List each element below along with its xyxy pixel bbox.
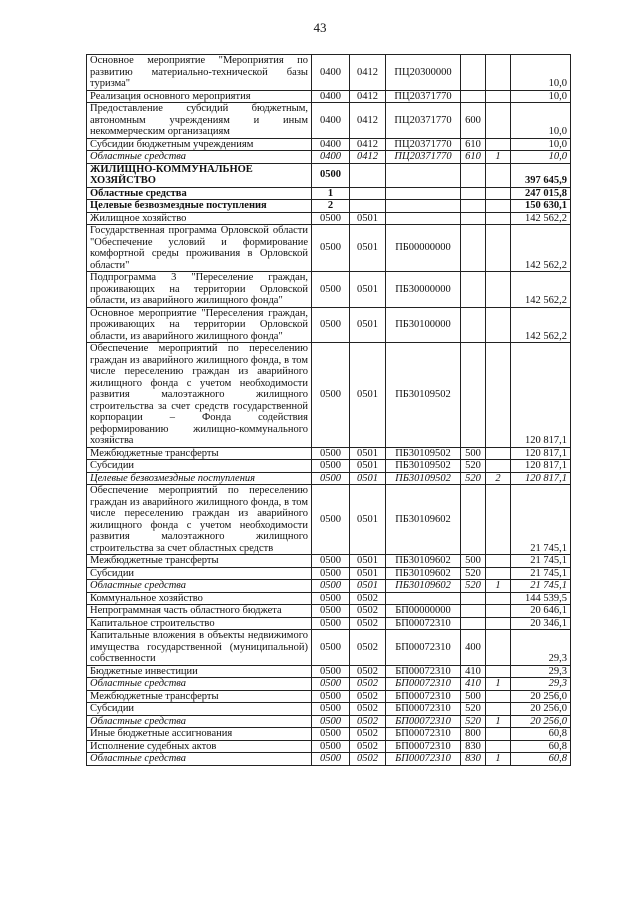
row-subsection-code: 0502	[350, 665, 386, 678]
table-row	[87, 55, 571, 91]
row-amount: 20 256,0	[511, 703, 571, 716]
row-expense-type: 830	[461, 753, 486, 766]
row-name: Обеспечение мероприятий по переселению граждан из аварийного жилищного фонда, в том числе переселению граждан из аварийного жилищного фонда с учетом необходимости развития малоэтажного жилищного строительства за счет средств государственной корпорации – Фонда содействия реформированию жилищно-коммунального хозяйства	[87, 343, 312, 448]
row-section-code: 0500	[312, 555, 350, 568]
row-expense-type: 520	[461, 567, 486, 580]
row-section-code: 0500	[312, 630, 350, 666]
row-target-article: ПБ30109602	[386, 567, 461, 580]
row-subsection-code: 0501	[350, 307, 386, 343]
row-source-code	[486, 103, 511, 139]
row-expense-type: 520	[461, 580, 486, 593]
row-target-article: БП00072310	[386, 678, 461, 691]
row-name: Межбюджетные трансферты	[87, 555, 312, 568]
row-expense-type	[461, 200, 486, 213]
row-section-code: 0500	[312, 592, 350, 605]
row-target-article: ПБ30109502	[386, 447, 461, 460]
row-source-code	[486, 630, 511, 666]
row-name: Государственная программа Орловской области "Обеспечение условий и формирование комфортной среды проживания в Орловской области"	[87, 225, 312, 272]
row-section-code: 0500	[312, 740, 350, 753]
table-row	[87, 485, 571, 555]
table-row	[87, 580, 571, 593]
row-amount: 29,3	[511, 665, 571, 678]
table-row	[87, 753, 571, 766]
row-subsection-code: 0412	[350, 103, 386, 139]
row-name: Субсидии	[87, 567, 312, 580]
row-section-code: 0500	[312, 343, 350, 448]
row-target-article: ПБ30109602	[386, 555, 461, 568]
row-source-code	[486, 225, 511, 272]
row-source-code: 1	[486, 580, 511, 593]
row-section-code: 0400	[312, 103, 350, 139]
row-target-article: ПЦ20371770	[386, 103, 461, 139]
row-subsection-code: 0501	[350, 460, 386, 473]
row-amount: 10,0	[511, 55, 571, 91]
table-row	[87, 212, 571, 225]
table-row	[87, 592, 571, 605]
row-name: Областные средства	[87, 187, 312, 200]
row-target-article	[386, 163, 461, 187]
row-name: Областные средства	[87, 151, 312, 164]
row-target-article: БП00072310	[386, 703, 461, 716]
row-expense-type	[461, 272, 486, 308]
row-subsection-code: 0502	[350, 715, 386, 728]
row-subsection-code: 0502	[350, 605, 386, 618]
row-name: Капитальные вложения в объекты недвижимого имущества государственной (муниципальной) собственности	[87, 630, 312, 666]
row-source-code	[486, 690, 511, 703]
row-subsection-code: 0501	[350, 343, 386, 448]
row-target-article: ПБ30100000	[386, 307, 461, 343]
row-amount: 60,8	[511, 728, 571, 741]
row-amount: 20 346,1	[511, 617, 571, 630]
row-subsection-code: 0502	[350, 753, 386, 766]
row-target-article: БП00072310	[386, 740, 461, 753]
row-name: Капитальное строительство	[87, 617, 312, 630]
row-subsection-code: 0502	[350, 592, 386, 605]
row-amount: 10,0	[511, 138, 571, 151]
row-source-code	[486, 460, 511, 473]
row-amount: 150 630,1	[511, 200, 571, 213]
row-expense-type	[461, 90, 486, 103]
row-expense-type	[461, 187, 486, 200]
row-expense-type: 500	[461, 690, 486, 703]
row-name: Коммунальное хозяйство	[87, 592, 312, 605]
row-section-code: 0500	[312, 472, 350, 485]
row-target-article	[386, 212, 461, 225]
row-source-code	[486, 307, 511, 343]
row-subsection-code: 0502	[350, 690, 386, 703]
row-section-code: 0500	[312, 163, 350, 187]
row-section-code: 0500	[312, 447, 350, 460]
table-row	[87, 200, 571, 213]
table-row	[87, 272, 571, 308]
row-target-article: БП00072310	[386, 728, 461, 741]
row-amount: 21 745,1	[511, 555, 571, 568]
page-number: 43	[313, 20, 327, 35]
table-row	[87, 678, 571, 691]
row-amount: 120 817,1	[511, 447, 571, 460]
row-source-code	[486, 485, 511, 555]
row-source-code: 1	[486, 678, 511, 691]
row-section-code: 0500	[312, 225, 350, 272]
row-target-article: ПБ30000000	[386, 272, 461, 308]
row-amount: 120 817,1	[511, 472, 571, 485]
row-section-code: 0500	[312, 753, 350, 766]
row-section-code: 0500	[312, 665, 350, 678]
row-source-code	[486, 90, 511, 103]
row-section-code: 0500	[312, 678, 350, 691]
table-row	[87, 665, 571, 678]
row-expense-type: 800	[461, 728, 486, 741]
row-expense-type	[461, 617, 486, 630]
table-row	[87, 460, 571, 473]
row-amount: 144 539,5	[511, 592, 571, 605]
row-section-code: 0500	[312, 272, 350, 308]
row-expense-type	[461, 307, 486, 343]
row-subsection-code: 0502	[350, 630, 386, 666]
row-expense-type	[461, 163, 486, 187]
row-target-article: БП00072310	[386, 617, 461, 630]
row-section-code: 0500	[312, 485, 350, 555]
row-name: Исполнение судебных актов	[87, 740, 312, 753]
table-row	[87, 740, 571, 753]
row-name: Целевые безвозмездные поступления	[87, 200, 312, 213]
row-amount: 142 562,2	[511, 212, 571, 225]
row-source-code: 2	[486, 472, 511, 485]
row-source-code	[486, 703, 511, 716]
row-amount: 397 645,9	[511, 163, 571, 187]
row-subsection-code: 0502	[350, 728, 386, 741]
row-name: Реализация основного мероприятия	[87, 90, 312, 103]
row-expense-type: 600	[461, 103, 486, 139]
row-subsection-code: 0501	[350, 580, 386, 593]
row-source-code	[486, 617, 511, 630]
row-source-code	[486, 665, 511, 678]
row-subsection-code: 0501	[350, 447, 386, 460]
row-name: Целевые безвозмездные поступления	[87, 472, 312, 485]
table-row	[87, 715, 571, 728]
row-amount: 10,0	[511, 151, 571, 164]
row-expense-type: 500	[461, 447, 486, 460]
row-section-code: 0500	[312, 567, 350, 580]
row-section-code: 0400	[312, 151, 350, 164]
row-subsection-code: 0501	[350, 555, 386, 568]
row-target-article: ПБ30109502	[386, 343, 461, 448]
row-source-code	[486, 138, 511, 151]
row-section-code: 0500	[312, 728, 350, 741]
table-row	[87, 225, 571, 272]
row-subsection-code: 0502	[350, 703, 386, 716]
table-row	[87, 630, 571, 666]
row-name: Основное мероприятие "Переселения граждан, проживающих на территории Орловской области, из аварийного жилищного фонда"	[87, 307, 312, 343]
row-source-code	[486, 200, 511, 213]
table-row	[87, 472, 571, 485]
row-amount: 29,3	[511, 630, 571, 666]
row-amount: 247 015,8	[511, 187, 571, 200]
row-section-code: 0500	[312, 307, 350, 343]
table-row	[87, 447, 571, 460]
row-section-code: 0500	[312, 715, 350, 728]
table-row	[87, 343, 571, 448]
row-name: Областные средства	[87, 715, 312, 728]
row-target-article: БП00072310	[386, 753, 461, 766]
row-expense-type: 400	[461, 630, 486, 666]
row-source-code	[486, 567, 511, 580]
row-source-code	[486, 212, 511, 225]
row-source-code	[486, 447, 511, 460]
row-name: Подпрограмма 3 "Переселение граждан, проживающих на территории Орловской области, из аварийного жилищного фонда"	[87, 272, 312, 308]
row-source-code	[486, 187, 511, 200]
row-amount: 21 745,1	[511, 567, 571, 580]
budget-table	[86, 54, 571, 766]
row-name: ЖИЛИЩНО-КОММУНАЛЬНОЕ ХОЗЯЙСТВО	[87, 163, 312, 187]
row-target-article: ПБ30109602	[386, 580, 461, 593]
row-section-code: 1	[312, 187, 350, 200]
row-section-code: 0500	[312, 690, 350, 703]
row-source-code	[486, 55, 511, 91]
table-row	[87, 187, 571, 200]
row-section-code: 0500	[312, 617, 350, 630]
row-subsection-code: 0502	[350, 678, 386, 691]
row-expense-type	[461, 343, 486, 448]
row-expense-type	[461, 212, 486, 225]
row-name: Субсидии	[87, 460, 312, 473]
row-amount: 142 562,2	[511, 272, 571, 308]
row-section-code: 0500	[312, 605, 350, 618]
row-target-article: ПБ00000000	[386, 225, 461, 272]
row-expense-type	[461, 225, 486, 272]
row-target-article: БП00072310	[386, 630, 461, 666]
table-row	[87, 728, 571, 741]
row-name: Областные средства	[87, 580, 312, 593]
row-target-article: БП00072310	[386, 715, 461, 728]
row-expense-type: 610	[461, 138, 486, 151]
row-name: Субсидии бюджетным учреждениям	[87, 138, 312, 151]
row-amount: 20 256,0	[511, 715, 571, 728]
table-row	[87, 163, 571, 187]
row-subsection-code: 0501	[350, 212, 386, 225]
row-subsection-code	[350, 187, 386, 200]
row-amount: 21 745,1	[511, 580, 571, 593]
row-section-code: 2	[312, 200, 350, 213]
row-subsection-code: 0501	[350, 485, 386, 555]
row-target-article	[386, 200, 461, 213]
row-source-code	[486, 740, 511, 753]
row-expense-type: 520	[461, 703, 486, 716]
row-subsection-code: 0502	[350, 617, 386, 630]
table-row	[87, 703, 571, 716]
row-target-article: БП00072310	[386, 690, 461, 703]
row-section-code: 0500	[312, 703, 350, 716]
row-target-article	[386, 592, 461, 605]
row-name: Областные средства	[87, 753, 312, 766]
row-subsection-code	[350, 163, 386, 187]
row-subsection-code	[350, 200, 386, 213]
row-name: Жилищное хозяйство	[87, 212, 312, 225]
row-subsection-code: 0501	[350, 472, 386, 485]
row-section-code: 0400	[312, 138, 350, 151]
table-row	[87, 555, 571, 568]
row-target-article: БП00000000	[386, 605, 461, 618]
row-expense-type: 520	[461, 460, 486, 473]
row-target-article: ПЦ20371770	[386, 138, 461, 151]
table-row	[87, 151, 571, 164]
row-amount: 21 745,1	[511, 485, 571, 555]
row-amount: 20 256,0	[511, 690, 571, 703]
row-name: Межбюджетные трансферты	[87, 690, 312, 703]
row-name: Межбюджетные трансферты	[87, 447, 312, 460]
row-section-code: 0500	[312, 212, 350, 225]
row-name: Обеспечение мероприятий по переселению граждан из аварийного жилищного фонда, в том числе переселению граждан из аварийного жилищного фонда с учетом необходимости развития малоэтажного жилищного строительства за счет областных средств	[87, 485, 312, 555]
row-amount: 10,0	[511, 103, 571, 139]
row-subsection-code: 0412	[350, 138, 386, 151]
table-row	[87, 307, 571, 343]
row-source-code	[486, 163, 511, 187]
row-expense-type	[461, 55, 486, 91]
row-section-code: 0400	[312, 55, 350, 91]
row-target-article: БП00072310	[386, 665, 461, 678]
row-expense-type: 610	[461, 151, 486, 164]
row-expense-type: 410	[461, 665, 486, 678]
row-expense-type: 410	[461, 678, 486, 691]
row-expense-type	[461, 592, 486, 605]
row-target-article: ПЦ20300000	[386, 55, 461, 91]
row-source-code	[486, 272, 511, 308]
row-name: Непрограммная часть областного бюджета	[87, 605, 312, 618]
row-expense-type	[461, 485, 486, 555]
row-amount: 120 817,1	[511, 460, 571, 473]
row-target-article: ПЦ20371770	[386, 90, 461, 103]
row-expense-type: 830	[461, 740, 486, 753]
row-amount: 142 562,2	[511, 225, 571, 272]
row-source-code	[486, 592, 511, 605]
row-target-article: ПБ30109602	[386, 485, 461, 555]
row-section-code: 0400	[312, 90, 350, 103]
row-source-code	[486, 555, 511, 568]
table-row	[87, 690, 571, 703]
row-target-article: ПБ30109502	[386, 472, 461, 485]
row-subsection-code: 0412	[350, 90, 386, 103]
row-amount: 20 646,1	[511, 605, 571, 618]
row-name: Основное мероприятие "Мероприятия по развитию материально-технической базы туризма"	[87, 55, 312, 91]
row-target-article	[386, 187, 461, 200]
row-subsection-code: 0412	[350, 55, 386, 91]
row-amount: 29,3	[511, 678, 571, 691]
row-source-code	[486, 343, 511, 448]
row-target-article: ПЦ20371770	[386, 151, 461, 164]
row-name: Субсидии	[87, 703, 312, 716]
row-source-code: 1	[486, 753, 511, 766]
table-row	[87, 90, 571, 103]
row-source-code	[486, 605, 511, 618]
row-amount: 142 562,2	[511, 307, 571, 343]
row-amount: 60,8	[511, 740, 571, 753]
row-target-article: ПБ30109502	[386, 460, 461, 473]
row-name: Предоставление субсидий бюджетным, автономным учреждениям и иным некоммерческим организациям	[87, 103, 312, 139]
row-name: Областные средства	[87, 678, 312, 691]
row-source-code	[486, 728, 511, 741]
row-subsection-code: 0501	[350, 225, 386, 272]
row-name: Иные бюджетные ассигнования	[87, 728, 312, 741]
row-expense-type: 520	[461, 472, 486, 485]
table-row	[87, 617, 571, 630]
row-section-code: 0500	[312, 580, 350, 593]
table-row	[87, 605, 571, 618]
row-name: Бюджетные инвестиции	[87, 665, 312, 678]
row-source-code: 1	[486, 715, 511, 728]
row-amount: 120 817,1	[511, 343, 571, 448]
table-row	[87, 103, 571, 139]
table-row	[87, 138, 571, 151]
row-section-code: 0500	[312, 460, 350, 473]
row-expense-type: 520	[461, 715, 486, 728]
row-expense-type	[461, 605, 486, 618]
row-subsection-code: 0501	[350, 272, 386, 308]
row-source-code: 1	[486, 151, 511, 164]
table-row	[87, 567, 571, 580]
row-subsection-code: 0412	[350, 151, 386, 164]
row-amount: 10,0	[511, 90, 571, 103]
row-amount: 60,8	[511, 753, 571, 766]
row-expense-type: 500	[461, 555, 486, 568]
row-subsection-code: 0501	[350, 567, 386, 580]
row-subsection-code: 0502	[350, 740, 386, 753]
